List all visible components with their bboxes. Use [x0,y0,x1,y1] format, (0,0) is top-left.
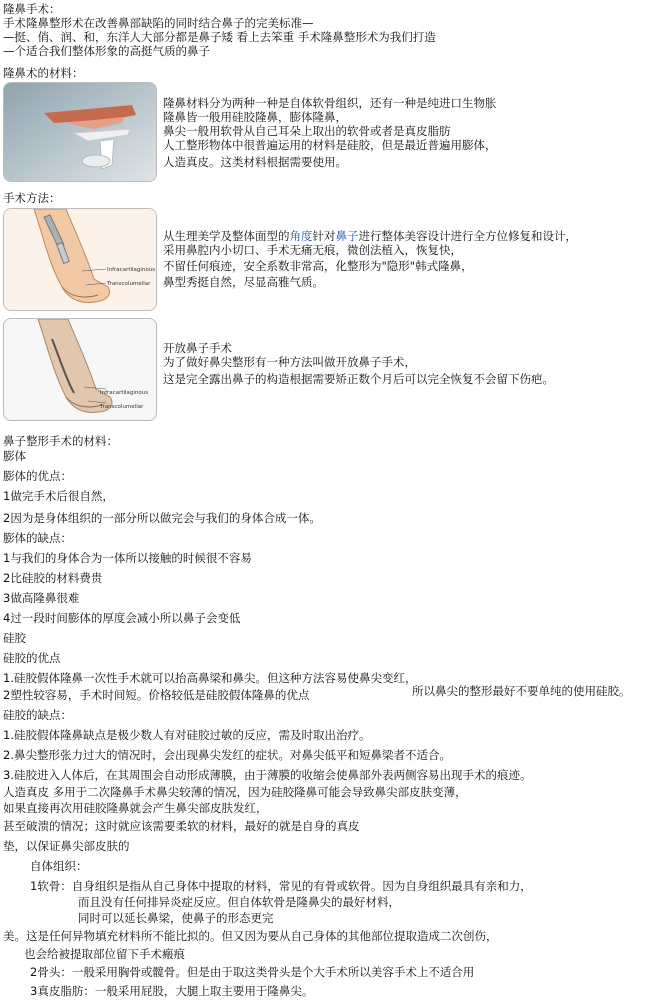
body-line: 4过一段时间膨体的厚度会减小所以鼻子会变低 [3,611,241,625]
methods-text: 针对 [312,229,336,243]
body-line: 3.硅胶进入人体后，在其周围会自动形成薄膜，由于薄膜的收缩会使鼻部外表两侧容易出现手术的痕迹。 [3,768,532,782]
body-line: 2塑性较容易，手术时间短。价格较低是硅胶假体隆鼻的优点 [3,688,310,702]
body-line: 2比硅胶的材料费贵 [3,571,103,585]
intro-title: 隆鼻手术： [3,2,61,16]
body-line: 2.鼻尖整形张力过大的情况时，会出现鼻尖发红的症状。对鼻尖低平和短鼻梁者不适合。 [3,748,451,762]
body-line: 人造真皮 多用于二次隆鼻手术鼻尖较薄的情况，因为硅胶隆鼻可能会导致鼻尖部皮肤变薄， [3,785,467,799]
keyword-angle: 角度 [289,229,313,243]
methods-block1-line-1 [163,229,577,243]
implant-photo [3,82,157,182]
body-line: 鼻子整形手术的材料： [3,434,118,448]
body-line: 膨体的缺点： [3,531,72,545]
methods-block2-line-3: 这是完全露出鼻子的构造根据需要矫正数个月后可以完全恢复不会留下伤疤。 [163,372,554,386]
methods-block2-line-2: 为了做好鼻尖整形有一种方法叫做开放鼻子手术， [163,355,416,369]
body-line: 硅胶的优点 [3,651,61,665]
materials-line-2: 隆鼻皆一般用硅胶隆鼻，膨体隆鼻， [163,110,347,124]
body-line: 而且没有任何排异炎症反应。但自体软骨是隆鼻尖的最好材料， [78,895,400,909]
body-line: 3真皮脂肪：一般采用屁股，大腿上取主要用于隆鼻尖。 [30,984,314,998]
body-line: 1与我们的身体合为一体所以接触的时候很不容易 [3,551,252,565]
body-line: 1.硅胶假体隆鼻缺点是极少数人有对硅胶过敏的反应，需及时取出治疗。 [3,728,371,742]
body-line: 硅胶的缺点： [3,708,72,722]
body-line: 1.硅胶假体隆鼻一次性手术就可以抬高鼻梁和鼻尖。但这种方法容易使鼻尖变红， [3,671,417,685]
methods-block1-line-4: 鼻型秀挺自然，尽显高雅气质。 [163,275,324,289]
body-line: 自体组织： [30,859,88,873]
methods-block2-line-1: 开放鼻子手术 [163,341,232,355]
body-line: 2骨头：一般采用胸骨或髋骨。但是由于取这类骨头是个大手术所以美容手术上不适合用 [30,965,475,979]
methods-text: 从生理美学及整体面型的 [163,229,290,243]
keyword-nose: 鼻子 [335,229,359,243]
body-line: 3做高隆鼻很难 [3,591,80,605]
body-line: 也会给被提取部位留下手术瘢痕 [24,947,185,961]
body-line: 美。这是任何异物填充材料所不能比拟的。但又因为要从自己身体的其他部位提取造成二次创伤， [3,929,498,943]
materials-heading: 隆鼻术的材料： [3,66,84,80]
intro-line-2: —挺、俏、润、和，东洋人大部分都是鼻子矮 看上去笨重 手术隆鼻整形术为我们打造 [3,30,436,44]
body-line: 2因为是身体组织的一部分所以做完会与我们的身体合成一体。 [3,511,321,525]
body-line: 如果直接再次用硅胶隆鼻就会产生鼻尖部皮肤发红， [3,801,268,815]
silicone-side-note: 所以鼻尖的整形最好不要单纯的使用硅胶。 [412,684,631,698]
methods-text: 进行整体美容设计进行全方位修复和设计， [358,229,577,243]
materials-line-5: 人造真皮。这类材料根据需要使用。 [163,155,347,169]
intro-line-1: 手术隆鼻整形术在改善鼻部缺陷的同时结合鼻子的完美标准— [3,16,314,30]
materials-line-1: 隆鼻材料分为两种一种是自体软骨组织，还有一种是纯进口生物胀 [163,96,497,110]
diagram2-label-2: Transcolumellar [100,404,144,410]
body-line: 膨体 [3,449,26,463]
body-line: 甚至破溃的情况；这时就应该需要柔软的材料，最好的就是自身的真皮 [3,819,360,833]
body-line: 膨体的优点： [3,469,72,483]
surgery-diagram-2 [3,318,157,421]
materials-line-4: 人工整形物体中很普遍运用的材料是硅胶，但是最近普遍用膨体， [163,138,497,152]
diagram1-label-2: Transcolumellar [107,281,151,287]
methods-block1-line-3: 不留任何痕迹，安全系数非常高，化整形为"隐形"韩式隆鼻， [163,259,473,273]
diagram2-label-1: Infracartilaginous [100,390,149,396]
materials-line-3: 鼻尖一般用软骨从自己耳朵上取出的软骨或者是真皮脂肪 [163,124,451,138]
surgery-diagram-1 [3,208,157,311]
body-line: 垫，以保证鼻尖部皮肤的 [3,839,130,853]
body-line: 1软骨：自身组织是指从自己身体中提取的材料，常见的有骨或软骨。因为自身组织最具有亲和力， [30,879,532,893]
body-line: 1做完手术后很自然， [3,489,114,503]
intro-line-3: —个适合我们整体形象的高挺气质的鼻子 [3,44,210,58]
methods-block1-line-2: 采用鼻腔内小切口、手术无痛无痕，微创法植入，恢复快， [163,243,462,257]
methods-heading: 手术方法： [3,191,61,205]
body-line: 同时可以延长鼻梁，使鼻子的形态更完 [78,911,274,925]
diagram1-label-1: Infracartilaginous [107,267,156,273]
body-line: 硅胶 [3,631,26,645]
